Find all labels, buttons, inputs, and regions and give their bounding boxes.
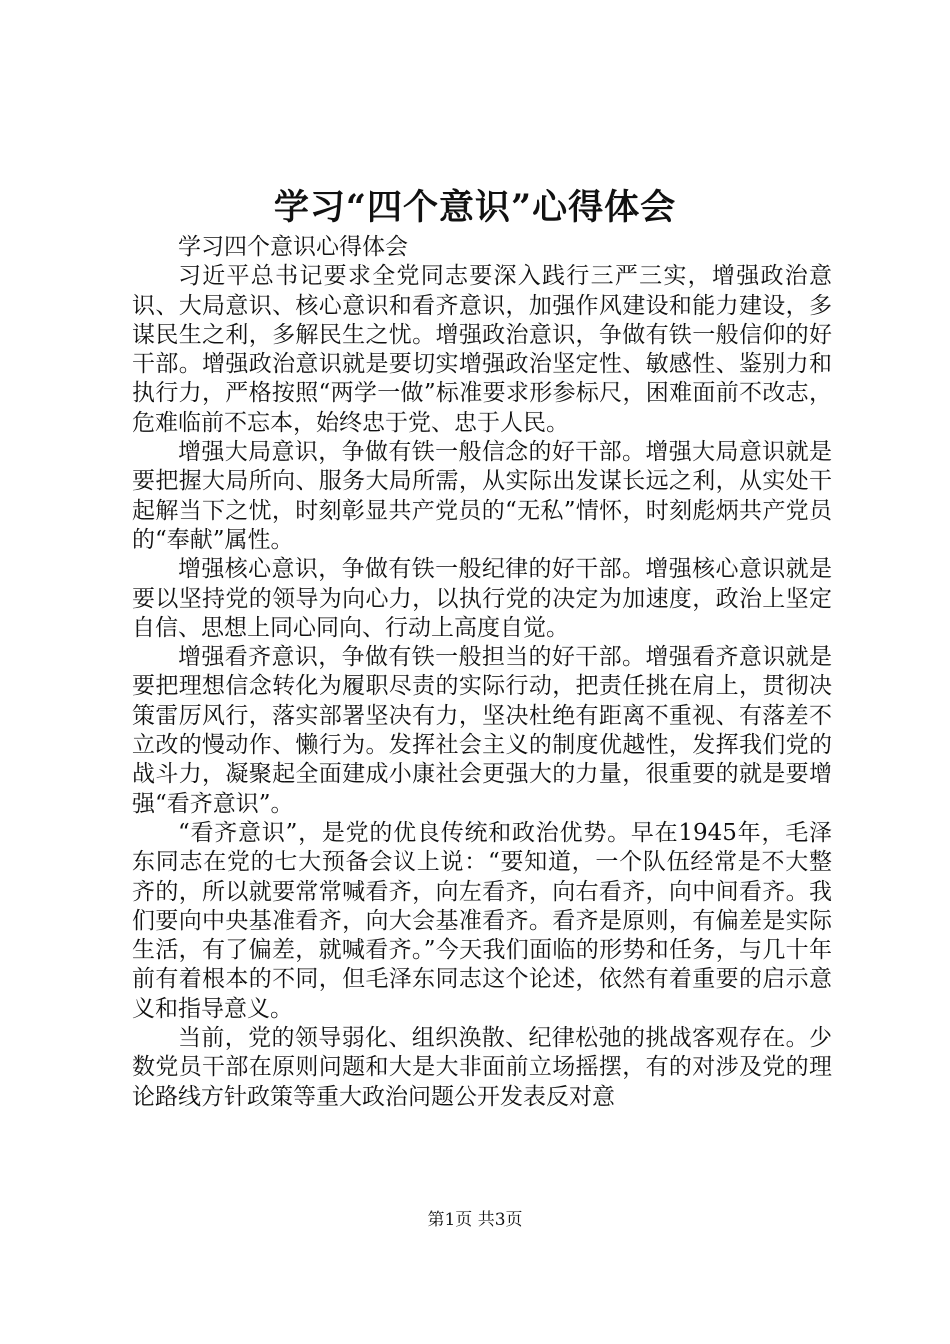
- paragraph: 增强核心意识，争做有铁一般纪律的好干部。增强核心意识就是要以坚持党的领导为向心力，以执行党的决定为加速度，政治上坚定自信、思想上同心同向、行动上高度自觉。: [132, 556, 832, 641]
- paragraph: 增强大局意识，争做有铁一般信念的好干部。增强大局意识就是要把握大局所向、服务大局所需，从实际出发谋长远之利，从实处干起解当下之忧，时刻彰显共产党员的“无私”情怀，时刻彪炳共产党员的“奉献”属性。: [132, 439, 832, 553]
- paragraph-subtitle: 学习四个意识心得体会: [178, 234, 408, 260]
- document-body: [132, 233, 832, 1112]
- paragraph: 当前，党的领导弱化、组织涣散、纪律松弛的挑战客观存在。少数党员干部在原则问题和大是大非面前立场摇摆，有的对涉及党的理论路线方针政策等重大政治问题公开发表反对意: [132, 1025, 832, 1110]
- paragraph: “看齐意识”，是党的优良传统和政治优势。早在1945年，毛泽东同志在党的七大预备会议上说：“要知道，一个队伍经常是不大整齐的，所以就要常常喊看齐，向左看齐，向右看齐，向中间看齐。我们要向中央基准看齐，向大会基准看齐。看齐是原则，有偏差是实际生活，有了偏差，就喊看齐。”今天我们面临的形势和任务，与几十年前有着根本的不同，但毛泽东同志这个论述，依然有着重要的启示意义和指导意义。: [132, 819, 832, 1022]
- paragraph: 增强看齐意识，争做有铁一般担当的好干部。增强看齐意识就是要把理想信念转化为履职尽责的实际行动，把责任挑在肩上，贯彻决策雷厉风行，落实部署坚决有力，坚决杜绝有距离不重视、有落差不立改的慢动作、懒行为。发挥社会主义的制度优越性，发挥我们党的战斗力，凝聚起全面建成小康社会更强大的力量，很重要的就是要增强“看齐意识”。: [132, 644, 832, 817]
- document-title: 学习“四个意识”心得体会: [273, 187, 677, 228]
- page-number-indicator: 第1页 共3页: [427, 1210, 523, 1230]
- page-footer: [0, 1208, 950, 1232]
- paragraph: 习近平总书记要求全党同志要深入践行三严三实，增强政治意识、大局意识、核心意识和看齐意识，加强作风建设和能力建设，多谋民生之利，多解民生之忧。增强政治意识，争做有铁一般信仰的好干部。增强政治意识就是要切实增强政治坚定性、敏感性、鉴别力和执行力，严格按照“两学一做”标准要求形参标尺，困难面前不改志，危难临前不忘本，始终忠于党、忠于人民。: [132, 263, 832, 436]
